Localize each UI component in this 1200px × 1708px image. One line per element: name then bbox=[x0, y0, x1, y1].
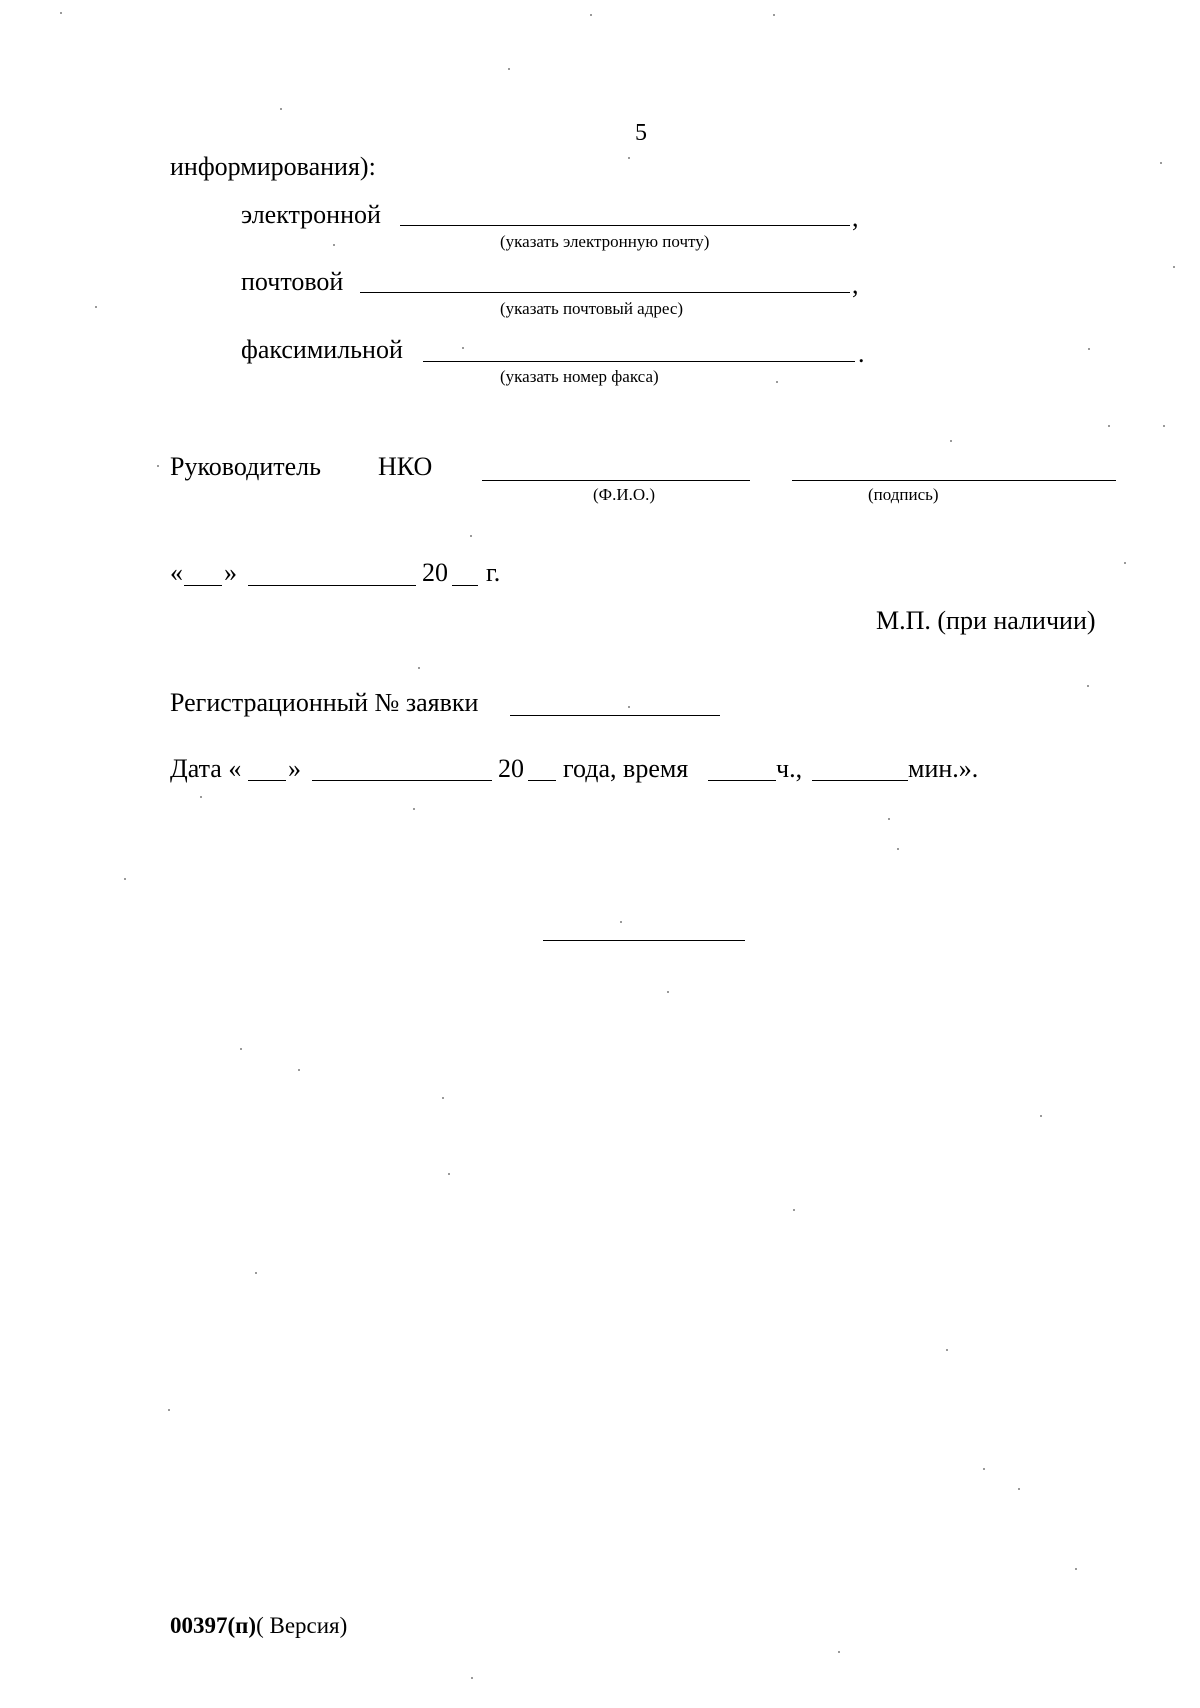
contact-email-hint: (указать электронную почту) bbox=[500, 232, 710, 251]
footer-version: ( Версия) bbox=[256, 1613, 348, 1638]
contact-email-end: , bbox=[852, 203, 859, 232]
date-year-prefix: 20 bbox=[422, 558, 448, 587]
signature-org: НКО bbox=[378, 452, 433, 481]
contact-email-label: электронной bbox=[241, 200, 381, 229]
intro-text: информирования): bbox=[170, 152, 376, 181]
datetime-prefix: Дата « bbox=[170, 754, 242, 783]
stamp-text: М.П. (при наличии) bbox=[876, 606, 1096, 635]
datetime-hours-line[interactable] bbox=[708, 780, 776, 781]
datetime-close-quote: » bbox=[288, 754, 301, 783]
datetime-year-text: года, время bbox=[563, 754, 689, 783]
fio-hint: (Ф.И.О.) bbox=[593, 485, 656, 504]
contact-postal-label: почтовой bbox=[241, 267, 344, 296]
signature-hint: (подпись) bbox=[868, 485, 939, 504]
signature-field-line[interactable] bbox=[792, 480, 1116, 481]
datetime-day-line[interactable] bbox=[248, 780, 286, 781]
datetime-year-line[interactable] bbox=[528, 780, 556, 781]
date-open-quote: « bbox=[170, 558, 183, 587]
end-separator bbox=[543, 940, 745, 941]
contact-fax-end: . bbox=[858, 339, 865, 368]
datetime-minutes-label: мин.». bbox=[908, 754, 979, 783]
datetime-year-prefix: 20 bbox=[498, 754, 524, 783]
registration-field-line[interactable] bbox=[510, 715, 720, 716]
datetime-hours-label: ч., bbox=[776, 754, 803, 783]
contact-postal-hint: (указать почтовый адрес) bbox=[500, 299, 684, 318]
postal-field-line[interactable] bbox=[360, 292, 850, 293]
date-day-line[interactable] bbox=[184, 585, 222, 586]
footer bbox=[170, 1612, 347, 1640]
fio-field-line[interactable] bbox=[482, 480, 750, 481]
date-month-line[interactable] bbox=[248, 585, 416, 586]
registration-label: Регистрационный № заявки bbox=[170, 688, 479, 717]
signature-role: Руководитель bbox=[170, 452, 321, 481]
email-field-line[interactable] bbox=[400, 225, 850, 226]
fax-field-line[interactable] bbox=[423, 361, 855, 362]
contact-fax-hint: (указать номер факса) bbox=[500, 367, 659, 386]
contact-postal-end: , bbox=[852, 270, 859, 299]
date-year-suffix: г. bbox=[486, 558, 501, 587]
contact-fax-label: факсимильной bbox=[241, 335, 403, 364]
footer-code: 00397(п) bbox=[170, 1613, 257, 1638]
page-number: 5 bbox=[635, 120, 647, 146]
datetime-month-line[interactable] bbox=[312, 780, 492, 781]
datetime-minutes-line[interactable] bbox=[812, 780, 908, 781]
date-year-line[interactable] bbox=[452, 585, 478, 586]
date-close-quote: » bbox=[224, 558, 237, 587]
